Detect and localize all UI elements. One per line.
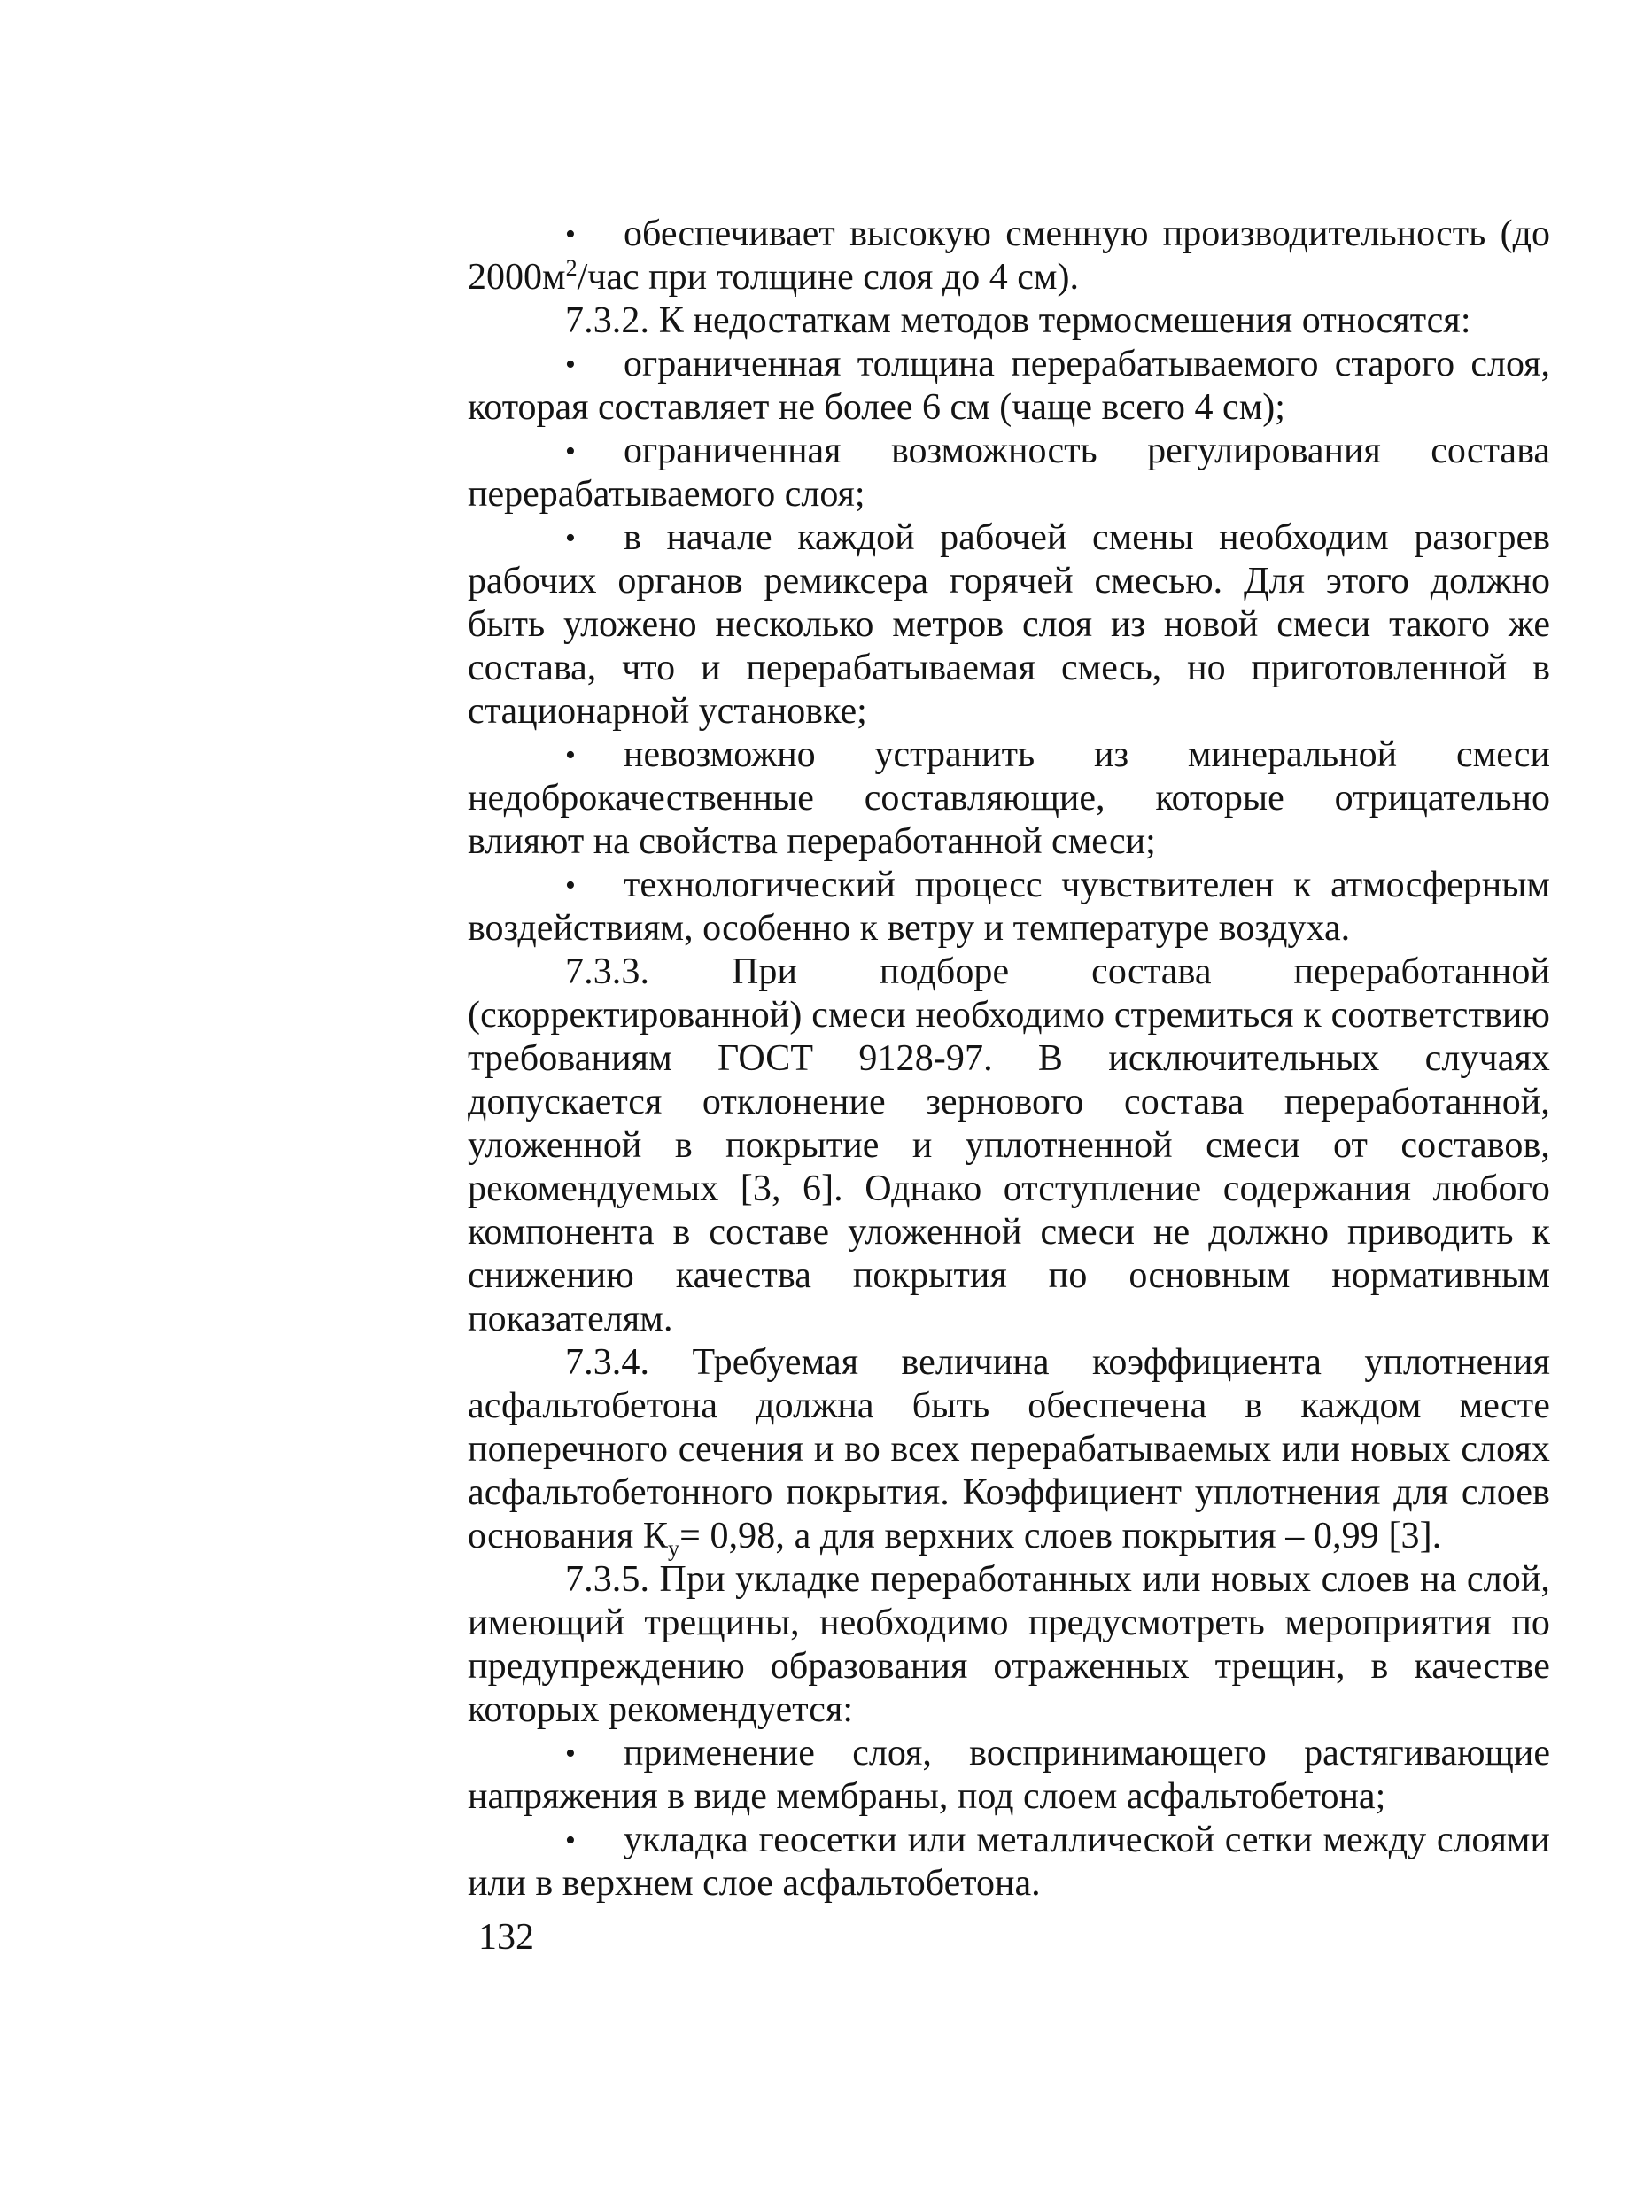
bullet-text: ограниченная толщина перерабатываемого старого слоя, которая составляет не более 6 см (чаще всего 4 см); [468,344,1550,428]
paragraph-7-3-5: 7.3.5. При укладке переработанных или новых слоев на слой, имеющий трещины, необходимо предусмотреть мероприятия по предупреждению образования отраженных трещин, в качестве которых рекомендуется: [468,1559,1550,1730]
bullet-item-preheating [468,516,1550,733]
bullet-icon: • [565,739,576,772]
bullet-item-productivity [468,213,1550,299]
bullet-item-limited-thickness [468,343,1550,430]
page-number: 132 [478,1917,534,1958]
bullet-item-defective-components [468,733,1550,864]
bullet-icon: • [565,869,576,902]
bullet-text: укладка геосетки или металлической сетки между слоями или в верхнем слое асфальтобетона. [468,1820,1550,1904]
bullet-text: невозможно устранить из минеральной смеси недоброкачественные составляющие, которые отрицательно влияют на свойства переработанной смеси; [468,734,1550,862]
bullet-text: /час при толщине слоя до 4 см). [577,257,1079,298]
bullet-text: обеспечивает высокую сменную производительность (до 2000м [468,213,1550,298]
paragraph-text: 7.3.4. Требуемая величина коэффициента уплотнения асфальтобетона должна быть обеспечена в каждом месте поперечного сечения и во всех перерабатываемых или новых слоях асфальтобетонного покрытия. Коэффициент уплотнения для слоев основания К [468,1342,1550,1556]
bullet-icon: • [565,348,576,381]
bullet-item-geogrid [468,1819,1550,1905]
bullet-icon: • [565,1824,576,1857]
bullet-item-weather-sensitivity [468,864,1550,951]
bullet-text: технологический процесс чувствителен к атмосферным воздействиям, особенно к ветру и температуре воздуха. [468,865,1550,949]
paragraph-text: = 0,98, а для верхних слоев покрытия – 0,99 [3]. [679,1516,1442,1556]
page-body [468,213,1550,1905]
bullet-item-limited-regulation [468,430,1550,516]
superscript: 2 [565,255,578,281]
bullet-text: в начале каждой рабочей смены необходим разогрев рабочих органов ремиксера горячей смесью. Для этого должно быть уложено несколько метров слоя из новой смеси такого же состава, что и перерабатываемая смесь, но приготовленной в стационарной установке; [468,517,1550,732]
subscript: у [667,1535,680,1562]
bullet-item-membrane [468,1732,1550,1819]
bullet-icon: • [565,435,576,468]
bullet-text: ограниченная возможность регулирования состава перерабатываемого слоя; [468,431,1550,515]
bullet-icon: • [565,1737,576,1770]
paragraph-7-3-3: 7.3.3. При подборе состава переработанной (скорректированной) смеси необходимо стремиться к соответствию требованиям ГОСТ 9128-97. В исключительных случаях допускается отклонение зернового состава переработанной, уложенной в покрытие и уплотненной смеси от составов, рекомендуемых [3, 6]. Однако отступление содержания любого компонента в составе уложенной смеси не должно приводить к снижению качества покрытия по основным нормативным показателям. [468,951,1550,1339]
bullet-text: применение слоя, воспринимающего растягивающие напряжения в виде мембраны, под слоем асфальтобетона; [468,1733,1550,1817]
bullet-icon: • [565,522,576,555]
bullet-icon: • [565,218,576,251]
paragraph-7-3-2: 7.3.2. К недостаткам методов термосмешения относятся: [565,300,1471,341]
paragraph-7-3-4 [468,1341,1550,1562]
